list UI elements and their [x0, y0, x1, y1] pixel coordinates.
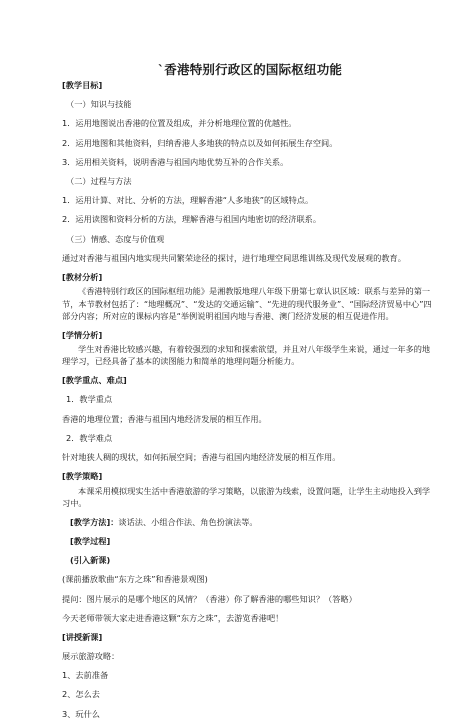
method-text: 谈话法、小组合作法、角色扮演法等。 — [118, 516, 258, 527]
section-heading-key: [教学重点、难点] — [62, 375, 127, 386]
goal-item: 3．运用相关资料，说明香港与祖国内地优势互补的合作关系。 — [62, 156, 289, 167]
method-label: [教学方法]： — [70, 516, 119, 527]
strategy-paragraph: 本课采用模拟现实生活中香港旅游的学习策略，以旅游为线索，设置问题，让学生主动地投入到学习中。 — [62, 485, 431, 508]
section-heading-student: [学情分析] — [62, 329, 103, 340]
difficulty-text: 针对地狭人稠的现状，如何拓展空间；香港与祖国内地经济发展的相互作用。 — [62, 452, 341, 463]
material-paragraph: 《香港特别行政区的国际枢纽功能》是湘教版地理八年级下册第七章认识区域：联系与差异的第一节，本节教材包括了：“地理概况”、“发达的交通运输”、“先进的现代服务业”、“国际经济贸易中心”四部分内容；所对应的课标内容是“举例说明祖国内地与香港、澳门经济发展的相互促进作用。 — [62, 286, 432, 321]
section-heading-intro: (引入新课) — [70, 555, 111, 566]
student-paragraph: 学生对香港比较感兴趣，有着较强烈的求知和探索欲望，并且对八年级学生来说，通过一年多的地理学习，已经具备了基本的读图能力和简单的地理问题分析能力。 — [62, 344, 431, 367]
values-text: 通过对香港与祖国内地实现共同繁荣途径的探讨，进行地理空间思维训练及现代发展观的教育。 — [62, 252, 406, 263]
section-heading-material: [教材分析] — [62, 271, 103, 282]
key-point-label: 1．教学重点 — [66, 394, 113, 405]
goal-item: 2．运用读图和资料分析的方法，理解香港与祖国内地密切的经济联系。 — [62, 214, 322, 225]
goal-item: 1．运用地图说出香港的位置及组成，并分析地理位置的优越性。 — [62, 118, 297, 129]
tour-item: 2、怎么去 — [62, 689, 100, 700]
section-heading-process: [教学过程] — [70, 535, 111, 546]
tour-item: 3、玩什么 — [62, 708, 100, 719]
tour-item: 1、去前准备 — [62, 670, 109, 681]
subheading-values: （三）情感、态度与价值观 — [66, 233, 165, 244]
intro-text: 提问：图片展示的是哪个地区的风情？（香港）你了解香港的哪些知识？（答略） — [62, 593, 357, 604]
intro-text: 今天老师带领大家走进香港这颗“东方之珠”，去游览香港吧！ — [62, 612, 284, 623]
difficulty-label: 2．教学难点 — [66, 432, 113, 443]
goal-item: 2．运用地图和其他资料，归纳香港人多地狭的特点以及如何拓展生存空间。 — [62, 137, 338, 148]
method-line — [62, 517, 438, 529]
subheading-knowledge: （一）知识与技能 — [66, 99, 132, 110]
intro-text: (课前播放歌曲“东方之珠”和香港景观图) — [62, 574, 208, 585]
key-point-text: 香港的地理位置；香港与祖国内地经济发展的相互作用。 — [62, 413, 267, 424]
document-title: `香港特别行政区的国际枢纽功能 — [157, 62, 343, 77]
section-heading-new-lesson: [讲授新课] — [62, 631, 103, 642]
section-heading-goals: [教学目标] — [62, 80, 103, 90]
tour-intro: 展示旅游攻略： — [62, 651, 120, 662]
goal-item: 1．运用计算、对比、分析的方法，理解香港“人多地狭”的区域特点。 — [62, 195, 314, 206]
subheading-process: （二）过程与方法 — [66, 175, 132, 186]
section-heading-strategy: [教学策略] — [62, 471, 103, 482]
